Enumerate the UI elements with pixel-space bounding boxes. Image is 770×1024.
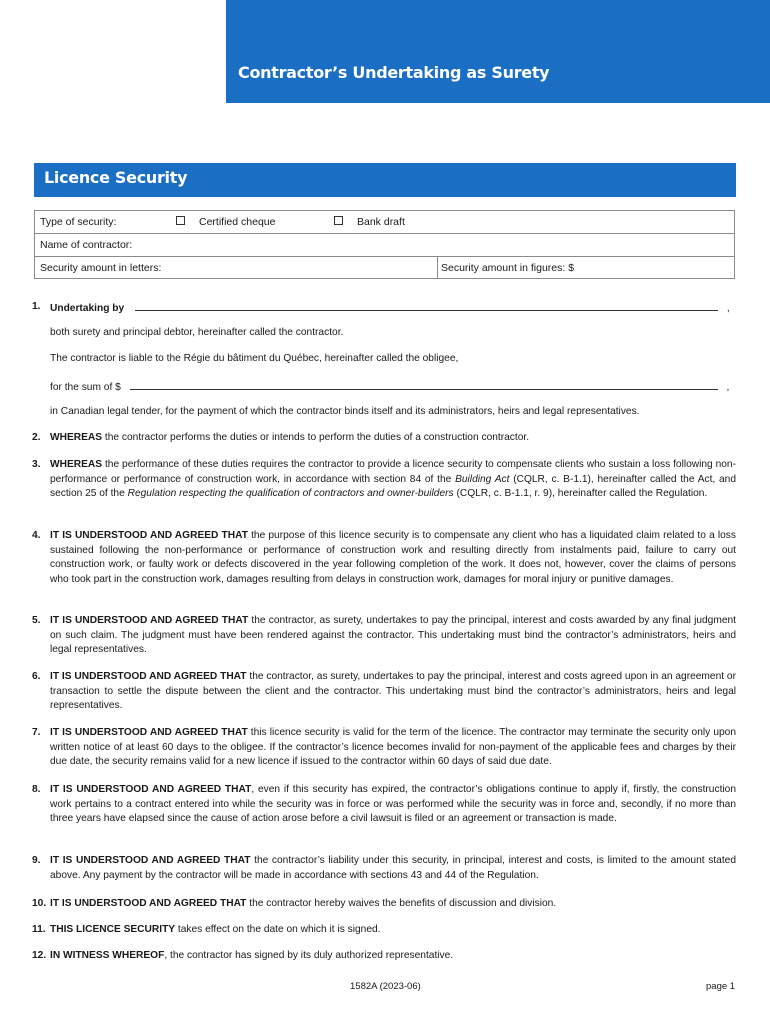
clause-text: (CQLR, c. B-1.1, r. 9), hereinafter called the Regulation.	[453, 488, 708, 500]
comma: ,	[726, 303, 730, 314]
clause-5	[32, 614, 736, 658]
clause-number: 10.	[32, 898, 47, 909]
sum-label: for the sum of $	[50, 382, 121, 393]
clause-text: the contractor hereby waives the benefits of discussion and division.	[246, 898, 557, 909]
clause-9	[32, 854, 736, 883]
clause-text: the contractor’s liability under this security, in principal, interest and costs, is limited to the amount stated above. Any payment by the contractor will be made in accordance with sections 43 and 44 of the Regulation.	[50, 855, 736, 881]
page-title: Contractor’s Undertaking as Surety	[238, 63, 550, 82]
clause-number: 11.	[32, 924, 46, 935]
clause-lead: IT IS UNDERSTOOD AND AGREED THAT	[50, 898, 247, 909]
certified-cheque-label: Certified cheque	[199, 216, 276, 228]
regulation-name: Regulation respecting the qualification of contractors and owner-builders	[127, 488, 454, 500]
amount-letters-label: Security amount in letters:	[40, 262, 162, 274]
section-title: Licence Security	[44, 168, 188, 187]
clause-lead: IT IS UNDERSTOOD AND AGREED THAT	[50, 855, 251, 866]
bank-draft-label: Bank draft	[357, 216, 405, 228]
clause-11	[32, 923, 736, 938]
clause-number: 3.	[32, 459, 41, 470]
clause-text: both surety and principal debtor, hereinafter called the contractor.	[50, 327, 344, 338]
security-table	[34, 210, 735, 279]
clause-1	[32, 300, 736, 317]
clause-text: this licence security is valid for the term of the licence. The contractor may terminate the security only upon written notice of at least 60 days to the obligee. If the contractor’s licence becomes invalid for non-payment of the applicable fees and charges by their due date, the security remains valid for a new licence if issued to the contractor within 60 days of said due date.	[50, 727, 736, 768]
act-name: Building Act	[455, 473, 510, 485]
clause-text: The contractor is liable to the Régie du bâtiment du Québec, hereinafter called the obligee,	[50, 353, 459, 364]
clause-2	[32, 431, 736, 446]
contractor-name-row[interactable]	[35, 234, 734, 257]
clause-1-principal	[32, 326, 736, 341]
clause-number: 2.	[32, 432, 41, 443]
clause-1-tender	[32, 405, 736, 420]
security-type-row	[35, 211, 734, 234]
clause-lead: WHEREAS	[50, 459, 103, 470]
clause-text: takes effect on the date on which it is signed.	[175, 924, 381, 935]
form-code: 1582A (2023-06)	[350, 981, 421, 992]
clause-lead: Undertaking by	[50, 303, 125, 314]
clause-lead: IT IS UNDERSTOOD AND AGREED THAT	[50, 784, 252, 795]
clause-12	[32, 949, 736, 964]
clause-text: , the contractor has signed by its duly authorized representative.	[164, 950, 454, 961]
clause-text: the contractor performs the duties or intends to perform the duties of a construction contractor.	[102, 432, 530, 443]
undertaking-by-field[interactable]	[135, 300, 718, 311]
clause-8	[32, 783, 736, 827]
clause-6	[32, 670, 736, 714]
clause-number: 5.	[32, 615, 41, 626]
clause-lead: THIS LICENCE SECURITY	[50, 924, 176, 935]
clause-text: the contractor, as surety, undertakes to pay the principal, interest and costs agreed upon in an agreement or transaction to settle the dispute between the client and the contractor. This undertaking must bind the contractor’s administrators, heirs and legal representatives.	[50, 671, 736, 712]
clause-text: (CQLR, c. B-1.1), hereinafter called the Act, and section 25 of the	[50, 473, 737, 500]
clause-text: the performance of these duties requires the contractor to provide a licence security to compensate clients who sustain a loss following non-performance or performance of construction work, in accordance with section 84 of the	[50, 459, 736, 485]
clause-text: in Canadian legal tender, for the payment of which the contractor binds itself and its administrators, heirs and legal representatives.	[50, 406, 640, 417]
security-amount-row	[35, 257, 734, 279]
table-divider	[437, 257, 438, 279]
clause-lead: IN WITNESS WHEREOF	[50, 950, 165, 961]
clause-1-sum	[32, 379, 736, 396]
clause-number: 7.	[32, 727, 41, 738]
security-type-label: Type of security:	[40, 216, 117, 228]
clause-number: 12.	[32, 950, 47, 961]
clause-4	[32, 529, 736, 587]
clause-number: 4.	[32, 530, 41, 541]
clause-1-obligee	[32, 352, 736, 367]
clause-text: the purpose of this licence security is to compensate any client who has a liquidated claim related to a loss sustained following the non-performance or performance of construction work and resulting directly from instalments paid, failure to carry out construction work, or faulty work or defects discovered in the year following completion of the work. It does not, however, cover the claims of persons who took part in the construction work, damages resulting from delays in construction work, damages for moral injury or punitive damages.	[50, 530, 736, 585]
clause-10	[32, 897, 736, 912]
clause-number: 6.	[32, 671, 41, 682]
header-banner	[226, 0, 770, 103]
clause-number: 8.	[32, 784, 41, 795]
comma: ,	[726, 382, 730, 393]
clause-lead: IT IS UNDERSTOOD AND AGREED THAT	[50, 615, 249, 626]
amount-figures-label: Security amount in figures: $	[441, 262, 575, 274]
clause-7	[32, 726, 736, 770]
bank-draft-checkbox[interactable]	[334, 216, 343, 225]
page-number: page 1	[706, 981, 736, 992]
section-header	[34, 163, 736, 197]
clause-lead: IT IS UNDERSTOOD AND AGREED THAT	[50, 671, 247, 682]
contractor-name-label: Name of contractor:	[40, 239, 133, 251]
clause-lead: IT IS UNDERSTOOD AND AGREED THAT	[50, 530, 248, 541]
clause-3	[32, 458, 736, 502]
clause-text: , even if this security has expired, the contractor’s obligations continue to apply if, firstly, the construction work pertains to a contract entered into while the security was in force or was performed while the security was in force and, secondly, if no more than three years have elapsed since the cause of action arose before a civil lawsuit is filed or an agreement or transaction is made.	[50, 784, 736, 825]
sum-field[interactable]	[130, 379, 718, 390]
clause-lead: IT IS UNDERSTOOD AND AGREED THAT	[50, 727, 248, 738]
clause-text: the contractor, as surety, undertakes to pay the principal, interest and costs awarded by any final judgment on such claim. The judgment must have been rendered against the contractor. This undertaking must bind the contractor’s administrators, heirs and legal representatives.	[50, 615, 736, 656]
clause-number: 1.	[32, 301, 41, 312]
certified-cheque-checkbox[interactable]	[176, 216, 185, 225]
clause-number: 9.	[32, 855, 41, 866]
clause-lead: WHEREAS	[50, 432, 103, 443]
